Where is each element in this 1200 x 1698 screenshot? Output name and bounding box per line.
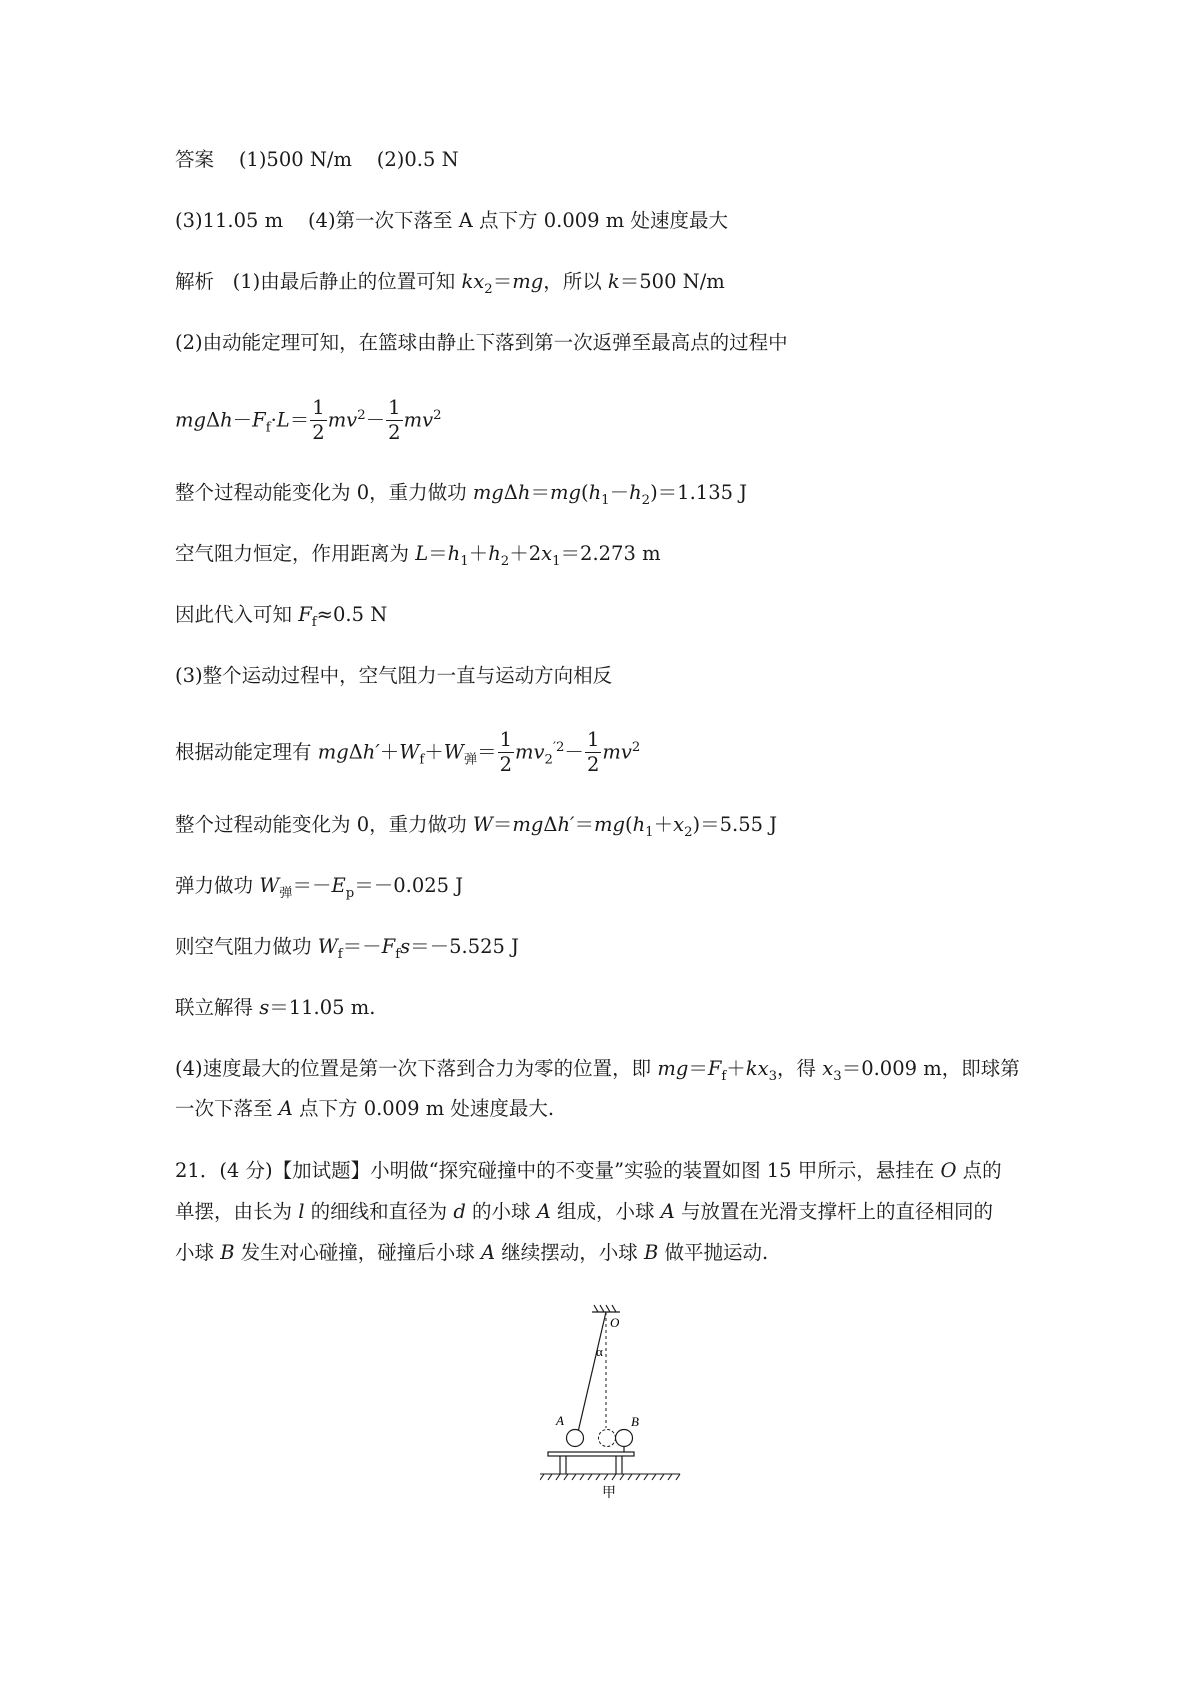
math-sup: 2 xyxy=(631,739,641,755)
fraction-denominator: 2 xyxy=(312,421,325,445)
math: W xyxy=(472,813,493,836)
text: 弹力做功 xyxy=(175,874,260,897)
analysis-line-9 xyxy=(175,815,777,839)
math: ＋2 xyxy=(509,542,542,565)
math: mg xyxy=(512,270,544,293)
math: h xyxy=(632,813,646,836)
math: l xyxy=(298,1200,305,1223)
text: ＝0.009 m，即球第 xyxy=(841,1057,1020,1080)
math: ＋ xyxy=(424,740,444,764)
math: Δ xyxy=(205,408,221,432)
math: ＝ xyxy=(530,481,550,504)
math: W xyxy=(443,740,464,764)
fraction-numerator: 1 xyxy=(386,398,402,421)
math: ＝11.05 m. xyxy=(269,996,376,1019)
math: ＝ xyxy=(574,813,594,836)
math: h′ xyxy=(362,740,380,764)
question-line-1 xyxy=(175,1161,1002,1181)
math: · xyxy=(270,408,277,432)
text: 的小球 xyxy=(465,1200,537,1223)
fraction-denominator: 2 xyxy=(499,753,513,777)
text: 与放置在光滑支撑杆上的直径相同的 xyxy=(674,1200,994,1223)
math: ＝2.273 m xyxy=(560,542,661,565)
math-sub: 2 xyxy=(641,492,651,508)
math: mg xyxy=(593,813,625,836)
math-sub: p xyxy=(345,885,355,901)
ceiling-support xyxy=(592,1305,620,1312)
text: (4)速度最大的位置是第一次下落到合力为零的位置，即 xyxy=(175,1057,658,1080)
fraction xyxy=(386,398,402,444)
math: k xyxy=(607,270,620,293)
math: O xyxy=(940,1159,957,1182)
text: 21．(4 分)【加试题】小明做“探究碰撞中的不变量”实验的装置如图 15 甲所示，悬挂在 xyxy=(175,1159,941,1182)
answer-part-2: (2)0.5 N xyxy=(376,148,459,171)
math: W xyxy=(317,935,338,958)
math: ＋ xyxy=(468,542,489,565)
fraction-numerator: 1 xyxy=(585,730,601,753)
math: ＝－0.025 J xyxy=(354,874,464,897)
math: ( xyxy=(580,481,589,504)
pendulum-figure xyxy=(540,1300,710,1520)
math: F xyxy=(707,1057,722,1080)
text: 做平抛运动. xyxy=(658,1241,769,1264)
math: A xyxy=(536,1200,551,1223)
answer-line-2 xyxy=(175,211,728,231)
math: d xyxy=(453,1200,466,1223)
math: mv xyxy=(515,740,545,764)
math: E xyxy=(331,874,346,897)
math: L xyxy=(415,542,429,565)
math: )＝1.135 J xyxy=(650,481,748,504)
question-line-3 xyxy=(175,1243,768,1263)
math: s xyxy=(259,996,270,1019)
math: ＝ xyxy=(289,408,310,432)
math: － xyxy=(564,740,584,764)
pendulum-string xyxy=(578,1312,606,1432)
math-sub: 3 xyxy=(833,1068,842,1084)
answer-label: 答案 xyxy=(175,148,215,171)
math-sup: ′2 xyxy=(552,739,565,755)
math-sup: 2 xyxy=(357,407,366,423)
text: 一次下落至 xyxy=(175,1097,279,1120)
figure-caption: 甲 xyxy=(602,1485,616,1501)
math: F xyxy=(381,935,396,958)
math-sub: 2 xyxy=(684,824,693,840)
math-sub: 弹 xyxy=(463,752,478,768)
math: kx xyxy=(461,270,485,293)
math: ( xyxy=(624,813,633,836)
math: ＝ xyxy=(492,813,513,836)
math: A xyxy=(660,1200,675,1223)
ball-b-label: B xyxy=(631,1414,639,1429)
analysis-line-6 xyxy=(175,605,387,629)
text: 根据动能定理有 xyxy=(175,740,318,764)
math: h xyxy=(517,481,531,504)
analysis-line-14 xyxy=(175,1099,554,1119)
math-sub: 2 xyxy=(544,752,553,768)
math: mg xyxy=(317,740,349,764)
text: 因此代入可知 xyxy=(175,603,299,626)
analysis-line-7: (3)整个运动过程中，空气阻力一直与运动方向相反 xyxy=(175,664,613,687)
text: (1)由最后静止的位置可知 xyxy=(232,270,462,293)
math: h′ xyxy=(557,813,575,836)
math: F xyxy=(298,603,312,626)
answer-part-3: (3)11.05 m xyxy=(175,209,284,232)
math: ＝－ xyxy=(292,874,332,897)
math: mg xyxy=(512,813,544,836)
math-sub: f xyxy=(337,946,343,962)
analysis-line-11 xyxy=(175,937,519,961)
analysis-line-4 xyxy=(175,483,747,507)
math-sub: 2 xyxy=(500,553,510,569)
text: 的细线和直径为 xyxy=(304,1200,454,1223)
question-line-2 xyxy=(175,1202,993,1222)
answer-part-4: (4)第一次下落至 A 点下方 0.009 m 处速度最大 xyxy=(307,209,728,232)
math-sub: f xyxy=(311,614,317,630)
math-sub: f xyxy=(419,752,425,768)
math-sub: 1 xyxy=(552,553,561,569)
text: ，得 xyxy=(777,1057,823,1080)
math-sub: 1 xyxy=(460,553,469,569)
math-sub: f xyxy=(395,946,401,962)
math: ＝ xyxy=(428,542,448,565)
math: W xyxy=(399,740,420,764)
fraction-numerator: 1 xyxy=(498,730,514,753)
text: 整个过程动能变化为 0，重力做功 xyxy=(175,481,473,504)
angle-alpha-label: α xyxy=(596,1344,603,1359)
analysis-line-13 xyxy=(175,1059,1020,1083)
fraction xyxy=(310,398,326,444)
math: x xyxy=(673,813,685,836)
math: Δ xyxy=(503,481,518,504)
text: 点的 xyxy=(956,1159,1002,1182)
math: )＝5.55 J xyxy=(692,813,778,836)
math-sub: 弹 xyxy=(279,885,293,901)
math: L xyxy=(276,408,290,432)
math: h xyxy=(447,542,461,565)
analysis-equation-1 xyxy=(175,398,442,444)
math: ＝ xyxy=(688,1057,708,1080)
math: h xyxy=(220,408,233,432)
math: mg xyxy=(657,1057,689,1080)
math: F xyxy=(252,408,266,432)
text: ＝500 N/m xyxy=(619,270,725,293)
analysis-label: 解析 xyxy=(175,270,215,293)
text: ＝ xyxy=(492,270,513,293)
ball-a-dashed-position xyxy=(599,1430,616,1447)
math: h xyxy=(488,542,501,565)
math: B xyxy=(220,1241,235,1264)
analysis-line-12 xyxy=(175,998,375,1018)
ball-b xyxy=(616,1430,633,1447)
math: ＝ xyxy=(477,740,497,764)
math: W xyxy=(259,874,280,897)
math: mv xyxy=(327,408,358,432)
math: ≈0.5 N xyxy=(316,603,388,626)
math: ＋ xyxy=(379,740,400,764)
analysis-line-2: (2)由动能定理可知，在篮球由静止下落到第一次返弹至最高点的过程中 xyxy=(175,331,788,354)
text: 联立解得 xyxy=(175,996,260,1019)
analysis-equation-2 xyxy=(175,730,640,776)
analysis-line-10 xyxy=(175,876,463,900)
math: x xyxy=(541,542,553,565)
math-sub: 2 xyxy=(484,281,493,297)
math: － xyxy=(365,408,386,432)
math: s xyxy=(400,935,411,958)
math: h xyxy=(588,481,602,504)
math: ＋ xyxy=(726,1057,746,1080)
text: 小球 xyxy=(175,1241,221,1264)
math: h xyxy=(629,481,642,504)
ball-a-label: A xyxy=(556,1413,564,1428)
math: A xyxy=(278,1097,293,1120)
text: 则空气阻力做功 xyxy=(175,935,318,958)
math: kx xyxy=(745,1057,769,1080)
math-sub: f xyxy=(265,420,271,436)
math: x xyxy=(822,1057,834,1080)
text: 单摆，由长为 xyxy=(175,1200,299,1223)
math: mg xyxy=(472,481,504,504)
table xyxy=(548,1452,634,1474)
math: A xyxy=(480,1241,496,1264)
math: Δ xyxy=(348,740,363,764)
fraction xyxy=(498,730,514,776)
fraction-numerator: 1 xyxy=(310,398,326,421)
math: ＝－ xyxy=(342,935,382,958)
math: mg xyxy=(549,481,581,504)
math-sub: 3 xyxy=(768,1068,778,1084)
fraction-denominator: 2 xyxy=(586,753,600,777)
math: mv xyxy=(403,408,434,432)
answer-part-1: (1)500 N/m xyxy=(238,148,352,171)
analysis-line-5 xyxy=(175,544,661,568)
math-sub: f xyxy=(721,1068,727,1084)
math: ＋ xyxy=(653,813,674,836)
fraction xyxy=(585,730,601,776)
math: ＝－5.525 J xyxy=(410,935,519,958)
point-o-label: O xyxy=(610,1315,620,1330)
text: 整个过程动能变化为 0，重力做功 xyxy=(175,813,473,836)
fraction-denominator: 2 xyxy=(388,421,401,445)
text: 发生对心碰撞，碰撞后小球 xyxy=(234,1241,481,1264)
math: mg xyxy=(175,408,206,432)
math-sub: 1 xyxy=(601,492,610,508)
text: 空气阻力恒定，作用距离为 xyxy=(175,542,416,565)
ball-a xyxy=(567,1430,584,1447)
math: mv xyxy=(602,740,632,764)
text: 点下方 0.009 m 处速度最大. xyxy=(292,1097,555,1120)
math-sup: 2 xyxy=(433,407,442,423)
analysis-line-1 xyxy=(175,272,725,296)
text: 组成，小球 xyxy=(550,1200,661,1223)
math: B xyxy=(643,1241,659,1264)
answer-line-1 xyxy=(175,150,459,170)
ground xyxy=(540,1474,680,1480)
math: － xyxy=(232,408,253,432)
math: Δ xyxy=(543,813,558,836)
math: － xyxy=(609,481,630,504)
math-sub: 1 xyxy=(645,824,654,840)
text: 继续摆动，小球 xyxy=(495,1241,644,1264)
text: ，所以 xyxy=(543,270,608,293)
